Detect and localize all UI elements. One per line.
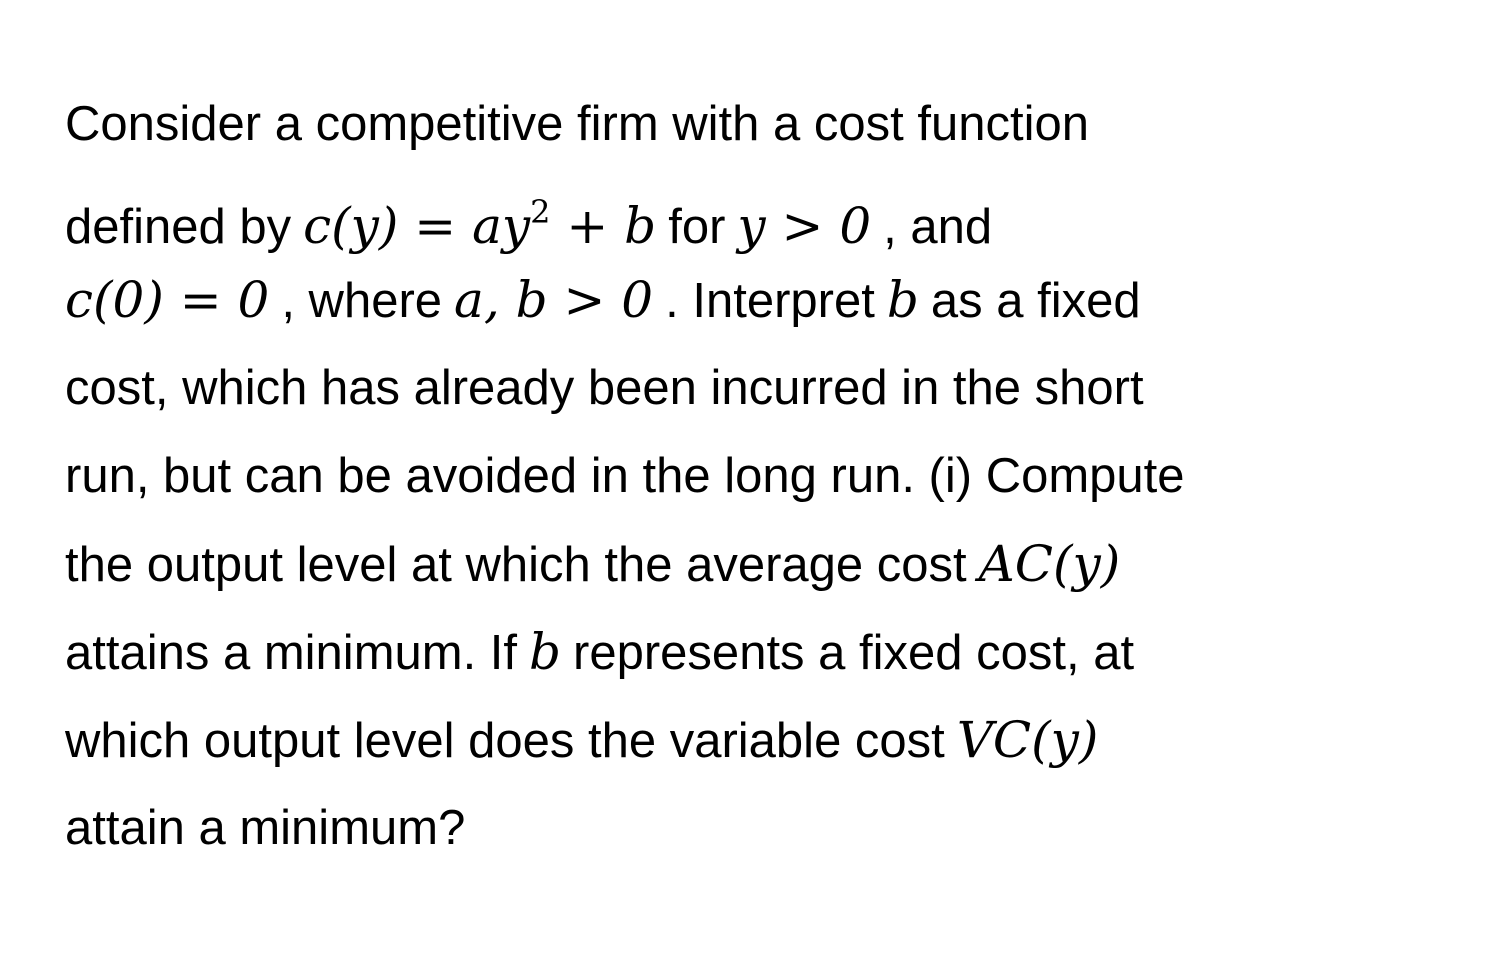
text-segment: attains a minimum. If [65,626,518,680]
problem-line-7 [65,608,1465,696]
problem-line-1 [65,80,1465,168]
text-segment: attain a minimum? [65,801,466,855]
problem-line-9 [65,784,1465,872]
text-segment: defined by [65,200,292,254]
problem-line-3 [65,256,1465,344]
zero-cost-condition: c(0) = 0 [65,271,270,329]
formula-part: c(y) = ay [303,197,531,255]
variable-b: b [529,623,562,681]
problem-line-4 [65,344,1465,432]
problem-line-2 [65,168,1465,256]
text-segment: Consider a competitive firm with a cost function [65,97,1089,151]
formula-part: + b [550,197,657,255]
text-segment: . Interpret [665,274,875,328]
text-segment: , where [281,274,443,328]
problem-line-6 [65,520,1465,608]
text-segment: for [668,200,726,254]
parameter-condition: a, b > 0 [454,271,654,329]
text-segment: , and [883,200,993,254]
average-cost-symbol: AC(y) [978,535,1121,593]
text-segment: run, but can be avoided in the long run. (i) Compute [65,449,1185,503]
text-segment: the output level at which the average cost [65,538,967,592]
text-segment: which output level does the variable cost [65,714,945,768]
problem-line-8 [65,696,1465,784]
text-segment: as a fixed [930,274,1141,328]
exponent: 2 [530,193,551,231]
text-segment: represents a fixed cost, at [573,626,1135,680]
problem-line-5 [65,432,1465,520]
text-segment: cost, which has already been incurred in the short [65,361,1144,415]
domain-condition: y > 0 [737,197,872,255]
problem-text [65,80,1465,872]
variable-b: b [886,271,919,329]
cost-function-formula [303,193,657,255]
variable-cost-symbol: VC(y) [956,711,1099,769]
